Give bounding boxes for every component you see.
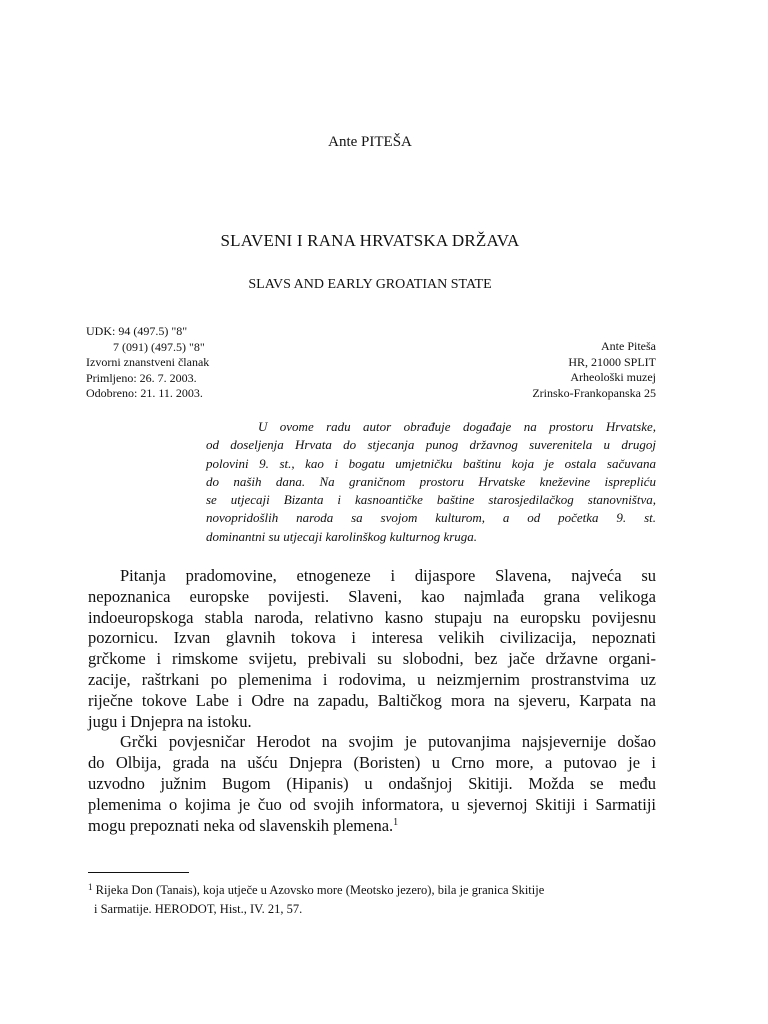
address-street: Zrinsko-Frankopanska 25	[532, 385, 656, 400]
body-line: Grčki povjesničar Herodot na svojim je putovanjima najsjevernije došao	[120, 732, 656, 752]
footnote-line	[88, 881, 668, 900]
body-line: Pitanja pradomovine, etnogeneze i dijaspore Slavena, najveća su	[120, 566, 656, 585]
received-date: Primljeno: 26. 7. 2003.	[86, 370, 197, 385]
address-name: Ante Piteša	[601, 339, 656, 353]
footnote-number: 1	[88, 882, 93, 892]
article-subtitle: SLAVS AND EARLY GROATIAN STATE	[248, 277, 492, 292]
abstract-line: od doseljenja Hrvata do stjecanja punog državnog suverenitela u drugoj	[206, 437, 656, 453]
abstract-line: polovini 9. st., kao i bogatu umjetničku baštinu koja je ostala sačuvana	[206, 455, 656, 471]
article-type: Izvorni znanstveni članak	[86, 355, 210, 369]
body-text	[88, 566, 656, 836]
footnote-divider	[88, 872, 189, 873]
abstract-line: dominantni su utjecaji karolinškog kulturnog kruga.	[206, 528, 478, 544]
body-line: uzvodno južnim Bugom (Hipanis) u ondašnjoj Skitiji. Možda se među	[88, 773, 656, 793]
address-city: HR, 21000 SPLIT	[568, 354, 656, 369]
body-line: grčkome i rimskome svijetu, prebivali su slobodni, bez jače državne organi-	[88, 649, 656, 669]
abstract-line: do naših dana. Na graničnom prostoru Hrvatske kneževine isprepliću	[206, 473, 656, 489]
footnote-line	[88, 900, 668, 919]
abstract-line: novopridošlih naroda sa svojom kulturom, a od početka 9. st.	[206, 510, 656, 526]
body-line: plemenima o kojima je čuo od svojih informatora, u sjevernoj Skitiji i Sarmatiji	[88, 794, 656, 814]
footnote-marker[interactable]: 1	[393, 816, 399, 828]
footnote-text: Rijeka Don (Tanais), koja utječe u Azovsko more (Meotsko jezero), bila je granica Skitije	[95, 883, 545, 897]
body-line: zacije, raštrkani po plemenima i rodovima, u neizmjernim prostranstvima uz	[88, 669, 656, 689]
footnote	[88, 881, 668, 919]
footnote-text: i Sarmatije. HERODOT, Hist., IV. 21, 57.	[94, 902, 303, 916]
body-line: indoeuropskoga stabla naroda, relativno kasno stupaju na europsku povijesnu	[88, 607, 656, 627]
article-metadata	[86, 324, 209, 402]
abstract	[206, 418, 656, 546]
approved-date: Odobreno: 21. 11. 2003.	[86, 386, 203, 400]
body-line: riječne tokove Labe i Odre na zapadu, Baltičkog mora na sjeveru, Karpata na	[88, 690, 656, 710]
address-institution: Arheološki muzej	[570, 370, 656, 384]
article-title: SLAVENI I RANA HRVATSKA DRŽAVA	[220, 231, 520, 250]
author-name: Ante PITEŠA	[328, 134, 412, 150]
udk-line-1: UDK: 94 (497.5) "8"	[86, 324, 188, 338]
body-line-text: mogu prepoznati neka od slavenskih plemena.	[88, 815, 394, 835]
body-line	[88, 816, 656, 837]
body-line: nepoznanica europske povijesti. Slaveni, kao najmlađa grana velikoga	[88, 586, 656, 606]
author-address	[532, 339, 656, 401]
body-line: pozornicu. Izvan glavnih tokova i interesa velikih civilizacija, nepoznati	[88, 628, 656, 648]
abstract-line: se utjecaji Bizanta i kasnoantičke baštine starosjedilačkog stanovništva,	[206, 492, 656, 508]
abstract-line: U ovome radu autor obrađuje događaje na prostoru Hrvatske,	[258, 419, 656, 434]
udk-line-2: 7 (091) (497.5) "8"	[86, 339, 205, 354]
body-line: jugu i Dnjepra na istoku.	[88, 711, 252, 731]
body-line: do Olbija, grada na ušću Dnjepra (Boristen) u Crno more, a putovao je i	[88, 753, 656, 773]
